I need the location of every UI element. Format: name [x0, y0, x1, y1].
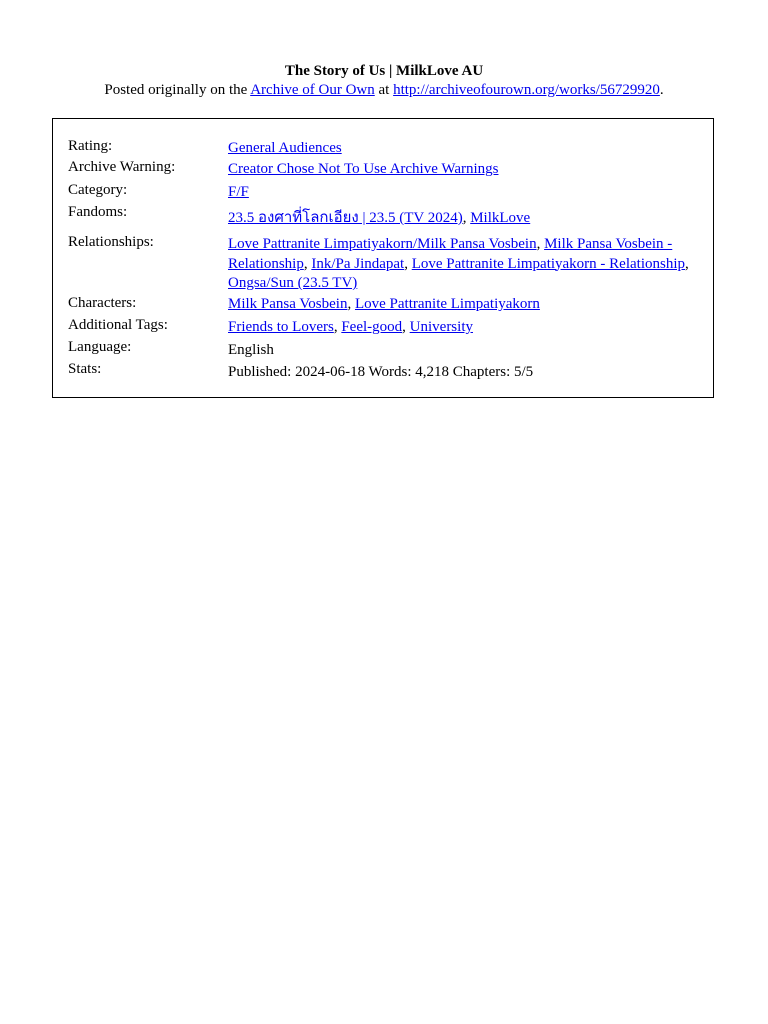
- archive-warning-value: [228, 160, 706, 180]
- tag-separator: ,: [536, 236, 545, 252]
- at-text: at: [374, 82, 394, 98]
- work-meta-box: [52, 118, 714, 398]
- rating-tag[interactable]: General Audiences: [228, 140, 342, 156]
- relationships-label: Relationships:: [68, 234, 154, 250]
- category-label: Category:: [68, 182, 128, 198]
- tag-separator: ,: [303, 255, 312, 272]
- additional-tags-value: [228, 318, 706, 338]
- fandoms-label: Fandoms:: [68, 204, 128, 220]
- relationship-tag[interactable]: Milk Pansa Vosbein - Relationship: [228, 236, 673, 272]
- tag-separator: ,: [347, 296, 355, 312]
- rating-label: Rating:: [68, 138, 113, 154]
- relationship-tag[interactable]: Ink/Pa Jindapat: [311, 255, 405, 272]
- additional-tags-label: Additional Tags:: [68, 317, 168, 333]
- fandoms-value: [228, 209, 706, 229]
- stats-value: Published: 2024-06-18 Words: 4,218 Chapters: 5/5: [228, 364, 534, 380]
- rating-value: [228, 139, 706, 159]
- fandom-tag[interactable]: 23.5 องศาที่โลกเอียง | 23.5 (TV 2024): [228, 210, 463, 226]
- posted-line: [0, 81, 768, 100]
- work-header: [0, 62, 768, 100]
- tag-separator: ,: [685, 255, 689, 272]
- tag-separator: ,: [402, 319, 410, 335]
- relationship-tag[interactable]: Love Pattranite Limpatiyakorn/Milk Pansa Vosbein: [228, 236, 537, 252]
- relationship-tag[interactable]: Love Pattranite Limpatiyakorn - Relationship: [411, 255, 686, 272]
- archive-warning-label: Archive Warning:: [68, 159, 176, 175]
- end-period: .: [659, 82, 664, 98]
- fandom-tag[interactable]: MilkLove: [470, 210, 531, 226]
- character-tag[interactable]: Love Pattranite Limpatiyakorn: [354, 296, 540, 312]
- category-tag[interactable]: F/F: [228, 184, 249, 200]
- stats-label: Stats:: [68, 361, 102, 377]
- work-title: The Story of Us | MilkLove AU: [284, 63, 484, 79]
- posted-prefix: Posted originally on the: [104, 82, 251, 98]
- language-label: Language:: [68, 339, 132, 355]
- additional-tag[interactable]: Friends to Lovers: [228, 319, 334, 335]
- category-value: [228, 183, 706, 203]
- relationship-tag[interactable]: Ongsa/Sun (23.5 TV): [228, 275, 358, 291]
- language-value: English: [228, 342, 274, 358]
- character-tag[interactable]: Milk Pansa Vosbein: [228, 296, 348, 312]
- archive-warning-tag[interactable]: Creator Chose Not To Use Archive Warnings: [228, 161, 499, 177]
- work-url-link[interactable]: http://archiveofourown.org/works/56729920: [393, 82, 660, 98]
- relationships-value: [228, 235, 706, 294]
- additional-tag[interactable]: Feel-good: [341, 319, 403, 335]
- archive-link[interactable]: Archive of Our Own: [250, 82, 375, 98]
- tag-separator: ,: [404, 255, 412, 272]
- tag-separator: ,: [333, 319, 342, 335]
- tag-separator: ,: [462, 210, 471, 226]
- additional-tag[interactable]: University: [409, 319, 473, 335]
- characters-label: Characters:: [68, 295, 137, 311]
- characters-value: [228, 295, 706, 315]
